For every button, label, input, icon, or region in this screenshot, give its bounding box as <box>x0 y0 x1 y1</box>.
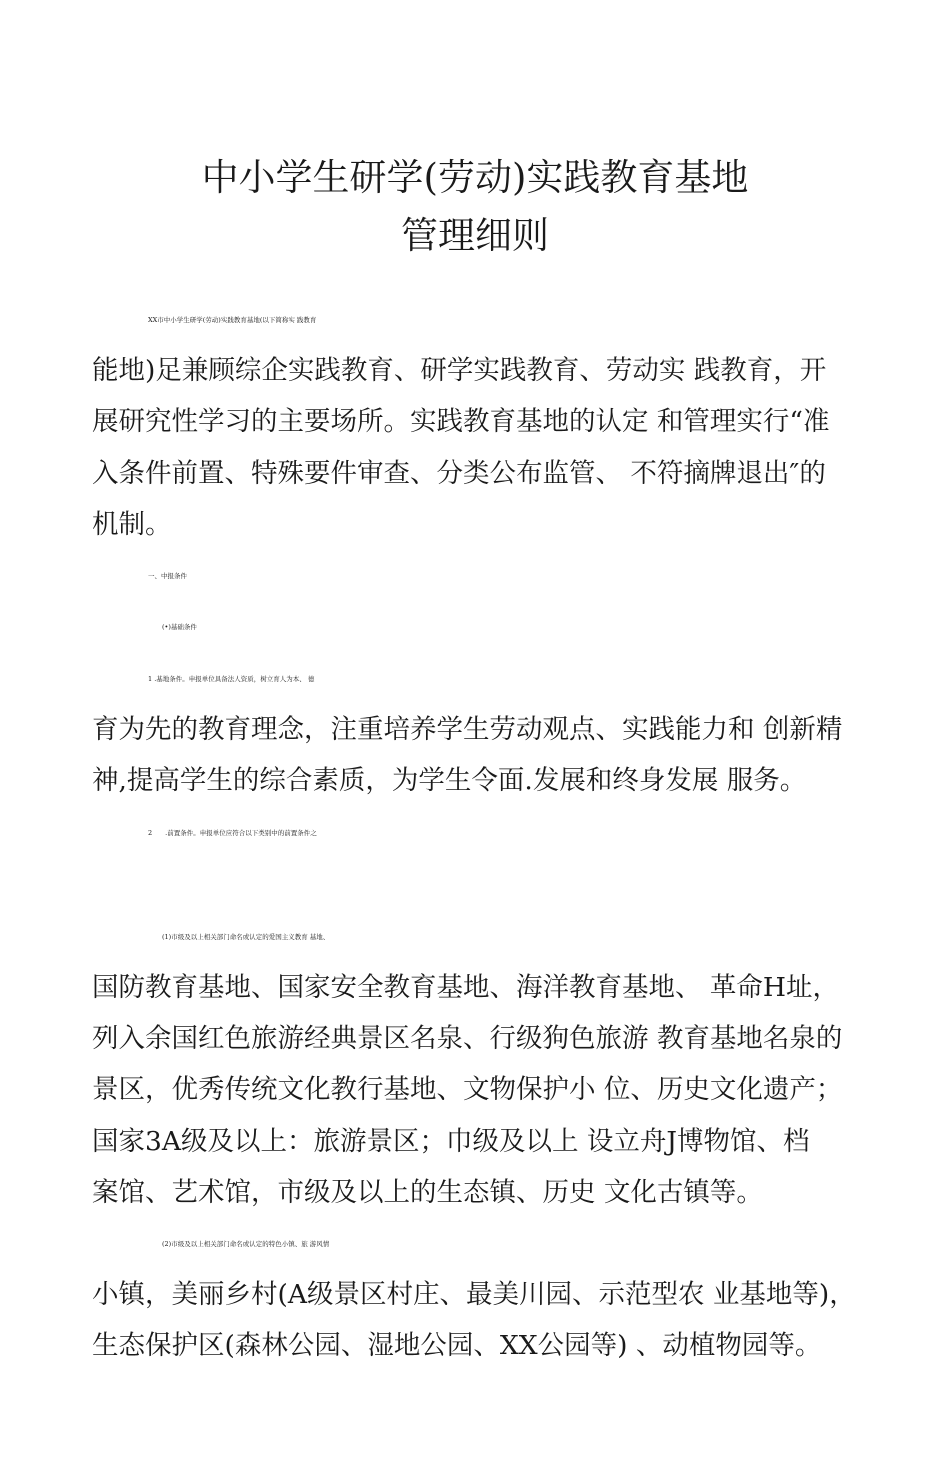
subsection-heading: (•)基础条件 <box>162 623 197 631</box>
paragraph-line: 国家3A级及以上：旅游景区；巾级及以上 设立舟J博物馆、档 <box>92 1126 810 1157</box>
paragraph-line: (2)市级及以上相关部门命名或认定的特色小镇、旅 游风情 <box>162 1240 330 1248</box>
section-heading: 一、中报条件 <box>148 572 187 580</box>
paragraph-line: 案馆、艺术馆，市级及以上的生态镇、历史 文化古镇等。 <box>92 1177 763 1208</box>
paragraph-line: 机制。 <box>92 509 172 540</box>
paragraph-line: 2 .前置条件。申报单位应符合以下类别中的前置条件之 <box>148 829 317 837</box>
paragraph-line: XX市中小学生研学(劳动)实践教育基地(以下简称实 践教育 <box>148 316 317 324</box>
paragraph-line: 景区，优秀传统文化教行基地、文物保护小 位、历史文化遗产； <box>92 1074 843 1105</box>
paragraph-line: 展研究性学习的主要场所。实践教育基地的认定 和管理实行“准 <box>92 406 830 437</box>
paragraph-line: 小镇，美丽乡村(A级景区村庄、最美川园、示范型农 业基地等)， <box>92 1279 856 1310</box>
paragraph-line: 生态保护区(森林公园、湿地公园、XX公园等) 、动植物园等。 <box>92 1330 822 1361</box>
document-title-line1: 中小学生研学(劳动)实践教育基地 <box>201 156 749 199</box>
paragraph-line: 国防教育基地、国家安全教育基地、海洋教育基地、 革命H址， <box>92 972 840 1003</box>
paragraph-line: (1)市级及以上相关部门命名或认定的爱国主义教育 基地、 <box>162 933 330 941</box>
paragraph-line: 列入余国红色旅游经典景区名泉、行级狗色旅游 教育基地名泉的 <box>92 1023 843 1054</box>
paragraph-line: 能地)足兼顾综企实践教育、研学实践教育、劳动实 践教育，开 <box>92 355 827 386</box>
paragraph-line: 育为先的教育理念，注重培养学生劳动观点、实践能力和 创新精 <box>92 714 843 745</box>
paragraph-line: 神,提高学生的综合素质，为学生令面.发展和终身发展 服务。 <box>92 765 807 796</box>
paragraph-line: 入条件前置、特殊要件审查、分类公布监管、 不符摘牌退出″的 <box>92 458 826 489</box>
document-title-line2: 管理细则 <box>401 214 549 257</box>
paragraph-line: 1 .基地条件。申报单位具备法人资质，树立育人为本、 德 <box>148 675 315 683</box>
